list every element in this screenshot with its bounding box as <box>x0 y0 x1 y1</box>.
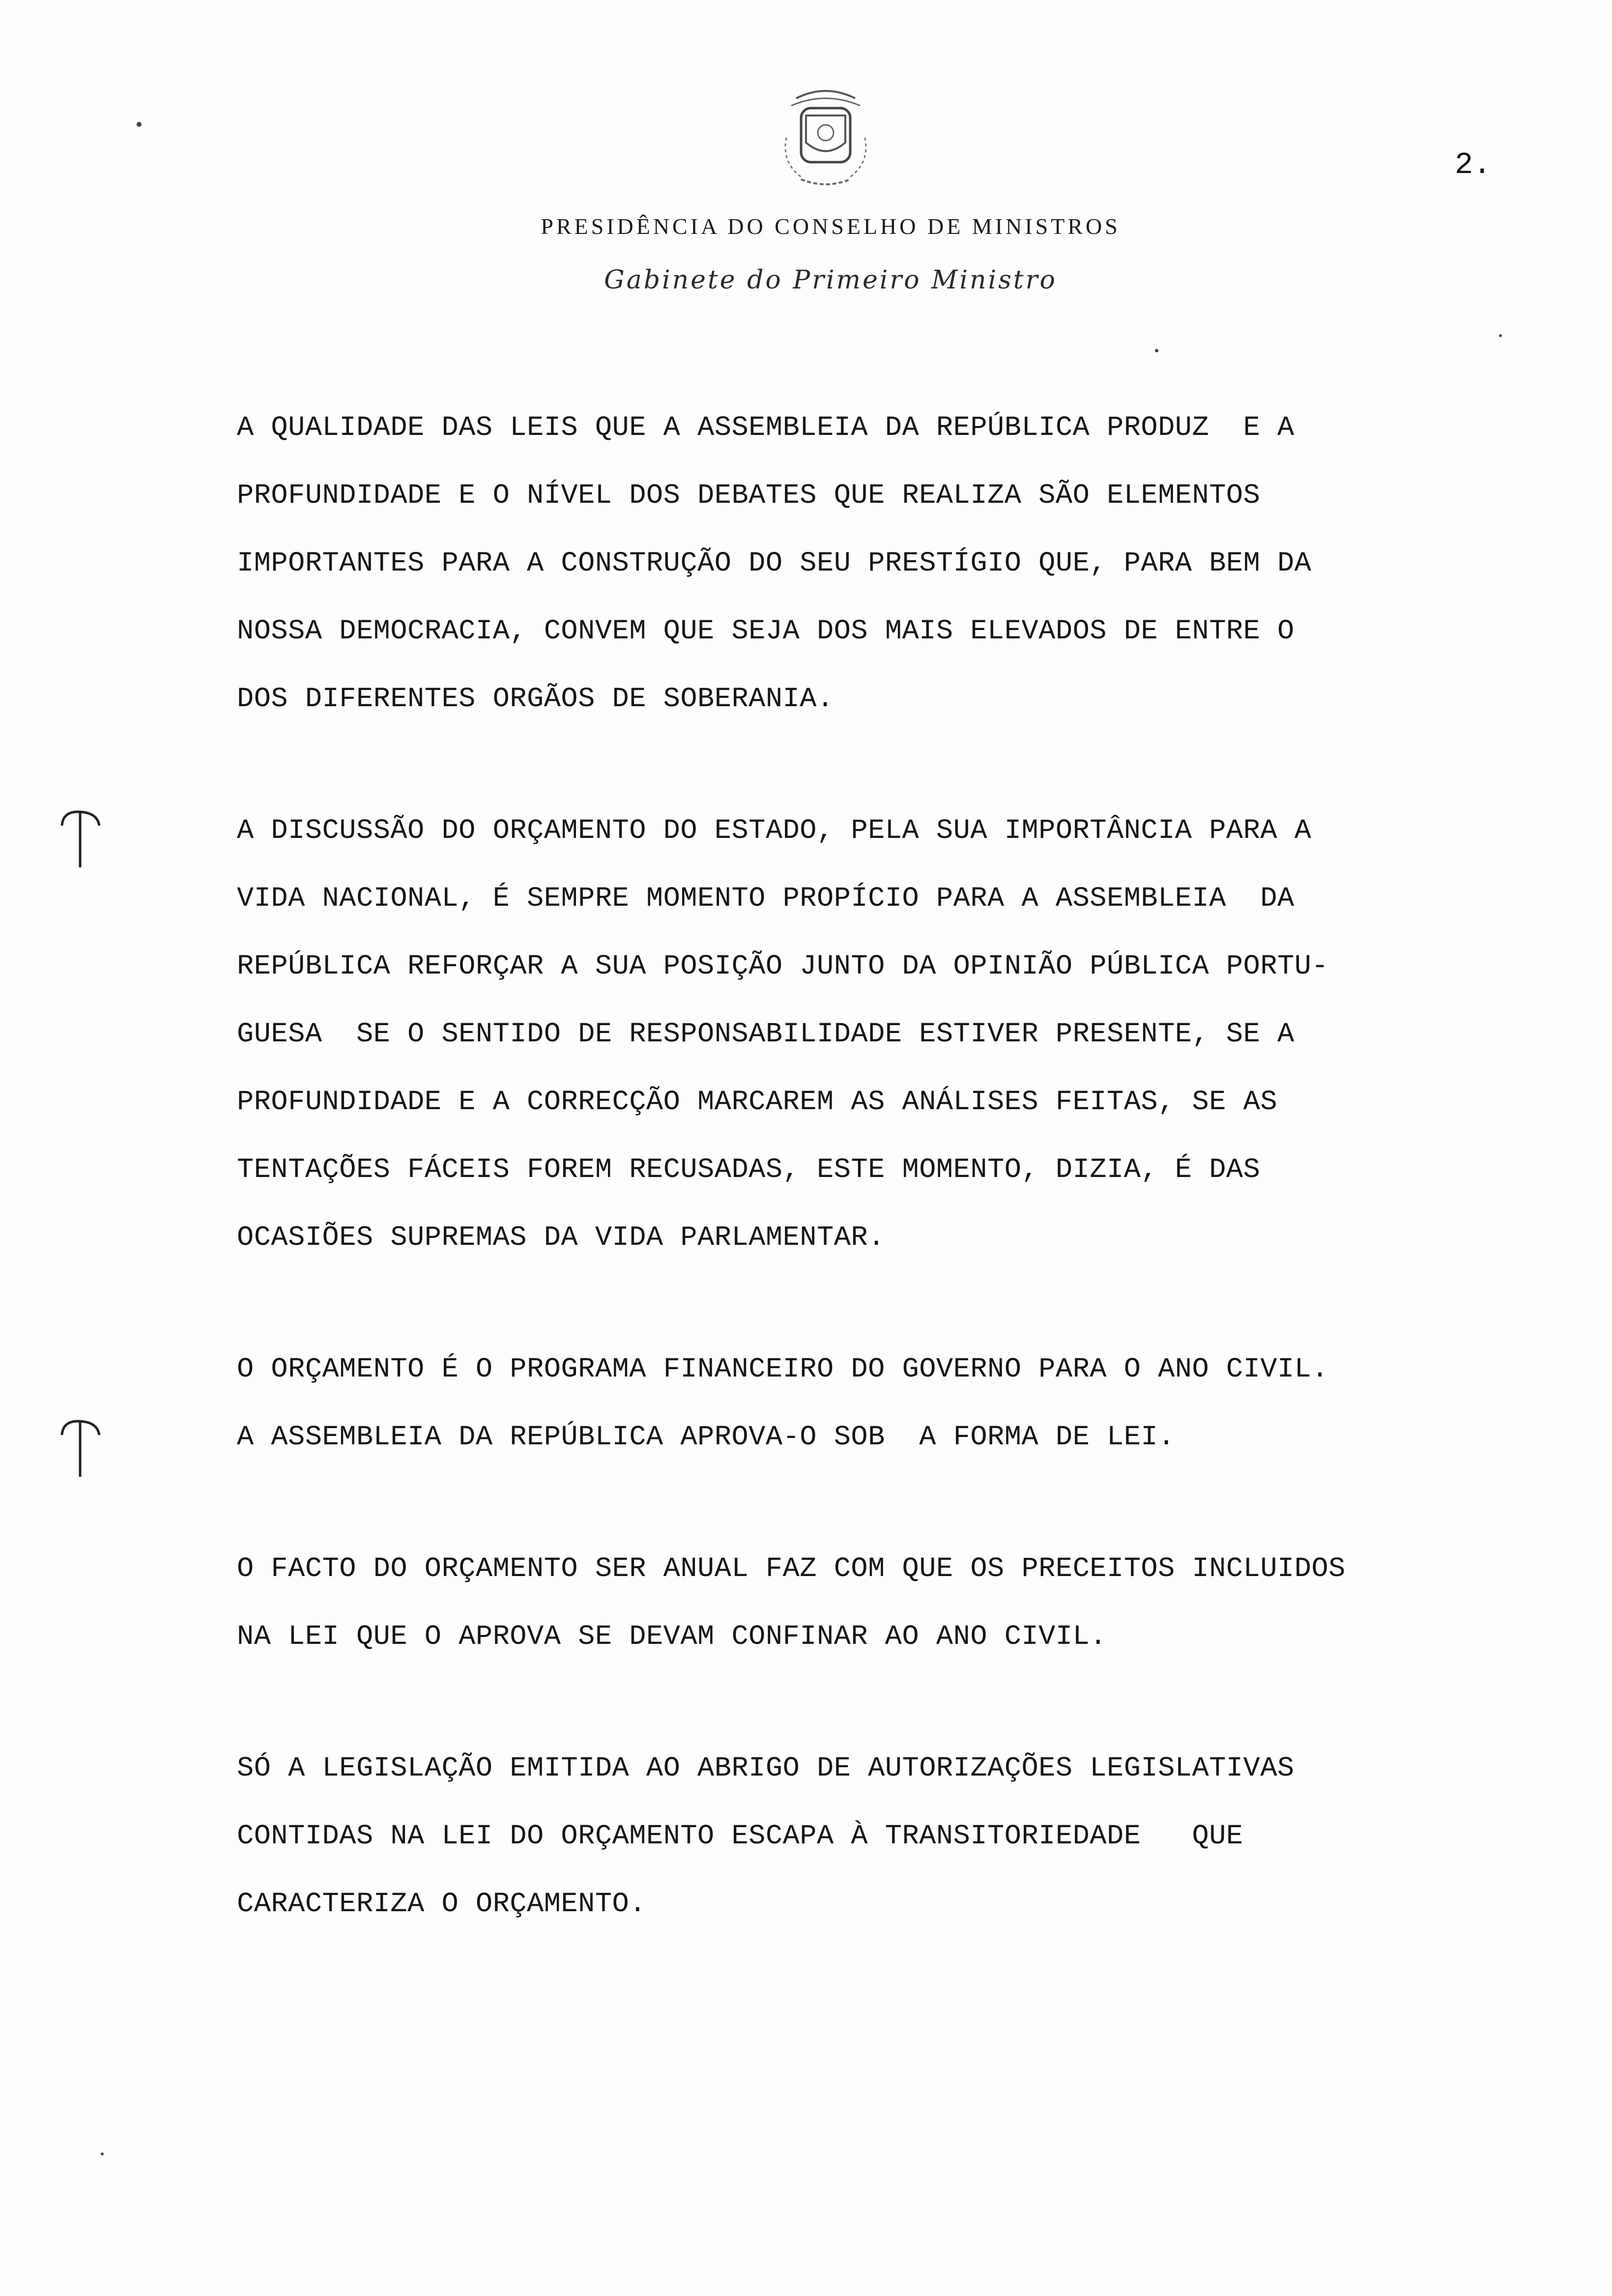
text-line: OCASIÕES SUPREMAS DA VIDA PARLAMENTAR. <box>237 1222 885 1254</box>
text-line: CONTIDAS NA LEI DO ORÇAMENTO ESCAPA À TRANSITORIEDADE QUE <box>237 1821 1243 1852</box>
paragraph <box>237 1735 1564 1938</box>
institution-name: PRESIDÊNCIA DO CONSELHO DE MINISTROS <box>541 214 1121 239</box>
text-line: CARACTERIZA O ORÇAMENTO. <box>237 1889 646 1920</box>
paragraph <box>237 797 1564 1272</box>
paragraph <box>237 1336 1564 1471</box>
margin-tick-icon <box>58 1415 102 1479</box>
text-line: TENTAÇÕES FÁCEIS FOREM RECUSADAS, ESTE MOMENTO, DIZIA, É DAS <box>237 1154 1261 1186</box>
paragraph <box>237 1535 1564 1671</box>
text-line: IMPORTANTES PARA A CONSTRUÇÃO DO SEU PRESTÍGIO QUE, PARA BEM DA <box>237 548 1312 579</box>
document-body <box>237 394 1564 2002</box>
cabinet-name: Gabinete do Primeiro Ministro <box>604 265 1057 295</box>
text-line: SÓ A LEGISLAÇÃO EMITIDA AO ABRIGO DE AUTORIZAÇÕES LEGISLATIVAS <box>237 1753 1295 1784</box>
coat-of-arms-seal-icon <box>767 79 885 197</box>
text-line: VIDA NACIONAL, É SEMPRE MOMENTO PROPÍCIO PARA A ASSEMBLEIA DA <box>237 883 1295 915</box>
text-line: O ORÇAMENTO É O PROGRAMA FINANCEIRO DO GOVERNO PARA O ANO CIVIL. <box>237 1354 1329 1385</box>
margin-tick-icon <box>58 806 102 870</box>
text-line: A DISCUSSÃO DO ORÇAMENTO DO ESTADO, PELA SUA IMPORTÂNCIA PARA A <box>237 815 1312 847</box>
scan-speck <box>137 122 142 127</box>
text-line: NOSSA DEMOCRACIA, CONVEM QUE SEJA DOS MAIS ELEVADOS DE ENTRE O <box>237 616 1295 647</box>
scan-speck <box>1499 334 1502 337</box>
paragraph <box>237 394 1564 733</box>
text-line: A ASSEMBLEIA DA REPÚBLICA APROVA-O SOB A FORMA DE LEI. <box>237 1422 1175 1453</box>
text-line: A QUALIDADE DAS LEIS QUE A ASSEMBLEIA DA REPÚBLICA PRODUZ E A <box>237 412 1295 444</box>
scan-speck <box>101 2152 104 2155</box>
text-line: O FACTO DO ORÇAMENTO SER ANUAL FAZ COM QUE OS PRECEITOS INCLUIDOS <box>237 1553 1346 1585</box>
text-line: PROFUNDIDADE E O NÍVEL DOS DEBATES QUE REALIZA SÃO ELEMENTOS <box>237 480 1261 512</box>
text-line: NA LEI QUE O APROVA SE DEVAM CONFINAR AO ANO CIVIL. <box>237 1621 1107 1653</box>
text-line: DOS DIFERENTES ORGÃOS DE SOBERANIA. <box>237 684 834 715</box>
text-line: PROFUNDIDADE E A CORRECÇÃO MARCAREM AS ANÁLISES FEITAS, SE AS <box>237 1087 1278 1118</box>
page-number: 2. <box>1455 147 1492 182</box>
text-line: GUESA SE O SENTIDO DE RESPONSABILIDADE ESTIVER PRESENTE, SE A <box>237 1019 1295 1050</box>
text-line: REPÚBLICA REFORÇAR A SUA POSIÇÃO JUNTO DA OPINIÃO PÚBLICA PORTU- <box>237 951 1329 982</box>
scan-speck <box>1155 349 1158 352</box>
